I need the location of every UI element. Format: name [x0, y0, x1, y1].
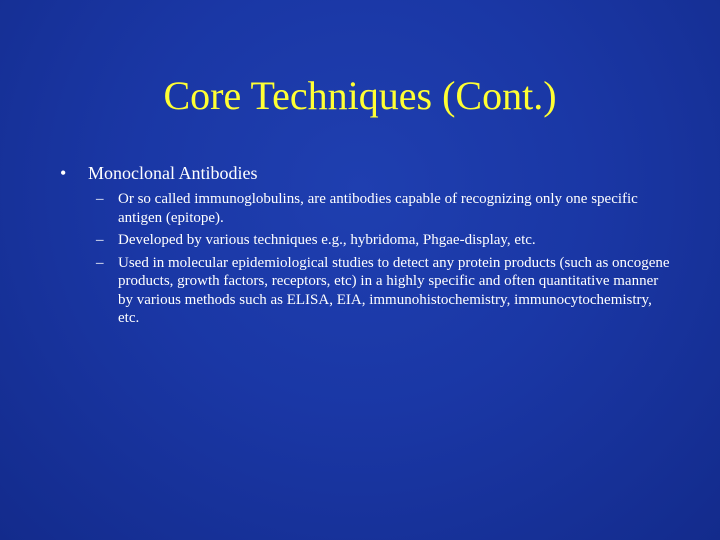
slide-title: Core Techniques (Cont.) [163, 73, 557, 118]
dash-marker: – [96, 191, 104, 207]
bullet-marker: • [60, 163, 67, 183]
sub-bullet-text: Used in molecular epidemiological studies to detect any protein products (such as oncogene products, growth factors, receptors, etc) in a highly specific and often quantitative manner by various methods such as ELISA, EIA, immunohistochemistry, immunocytochemistry, etc. [118, 254, 670, 326]
sub-bullet-item [96, 254, 676, 328]
sub-bullet-item [96, 190, 676, 227]
bullet-text: Monoclonal Antibodies [88, 163, 258, 183]
sub-bullet-list [96, 190, 676, 332]
sub-bullet-text: Or so called immunoglobulins, are antibodies capable of recognizing only one specific antigen (epitope). [118, 191, 638, 226]
sub-bullet-item [96, 231, 676, 250]
dash-marker: – [96, 254, 104, 271]
sub-bullet-text: Developed by various techniques e.g., hybridoma, Phgae-display, etc. [118, 232, 536, 248]
dash-marker: – [96, 232, 104, 248]
